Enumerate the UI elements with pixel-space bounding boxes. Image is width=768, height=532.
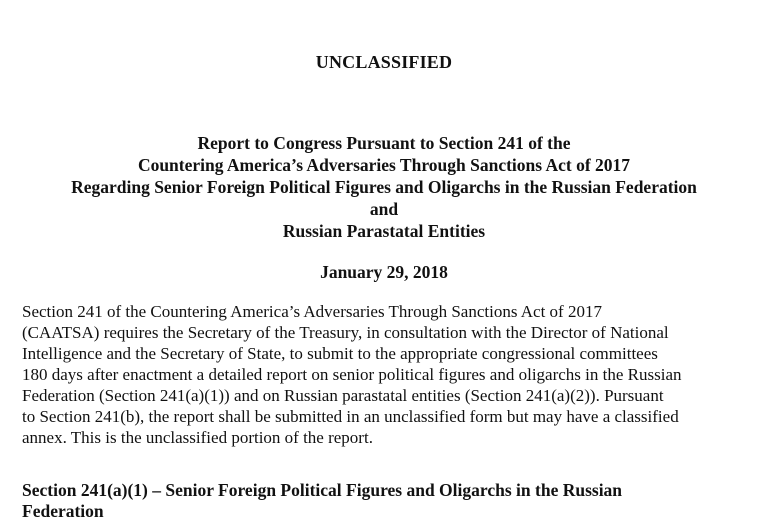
title-line-3: Regarding Senior Foreign Political Figures and Oligarchs in the Russian Federation (71, 177, 697, 197)
report-date: January 29, 2018 (320, 262, 448, 282)
title-line-2: Countering America’s Adversaries Through Sanctions Act of 2017 (137, 155, 631, 175)
title-line-5: Russian Parastatal Entities (282, 221, 486, 241)
body-line-5: Federation (Section 241(a)(1)) and on Russian parastatal entities (Section 241(a)(2)). Pursuant (22, 386, 664, 405)
title-line-1: Report to Congress Pursuant to Section 241 of the (197, 133, 571, 153)
body-paragraph (22, 301, 762, 448)
title-line-4: and (369, 199, 399, 219)
section-heading-line-1: Section 241(a)(1) – Senior Foreign Political Figures and Oligarchs in the Russian (22, 480, 623, 500)
body-line-1: Section 241 of the Countering America’s Adversaries Through Sanctions Act of 2017 (22, 302, 602, 321)
body-line-7: annex. This is the unclassified portion of the report. (22, 428, 373, 447)
body-line-4: 180 days after enactment a detailed report on senior political figures and oligarchs in the Russian (22, 365, 682, 384)
body-line-3: Intelligence and the Secretary of State, to submit to the appropriate congressional committees (22, 344, 658, 363)
section-heading (22, 480, 762, 522)
body-line-2: (CAATSA) requires the Secretary of the Treasury, in consultation with the Director of National (22, 323, 669, 342)
classification-marking: UNCLASSIFIED (315, 52, 453, 72)
section-heading-line-2: Federation (22, 501, 104, 521)
report-title (0, 132, 768, 242)
body-line-6: to Section 241(b), the report shall be submitted in an unclassified form but may have a classified (22, 407, 679, 426)
